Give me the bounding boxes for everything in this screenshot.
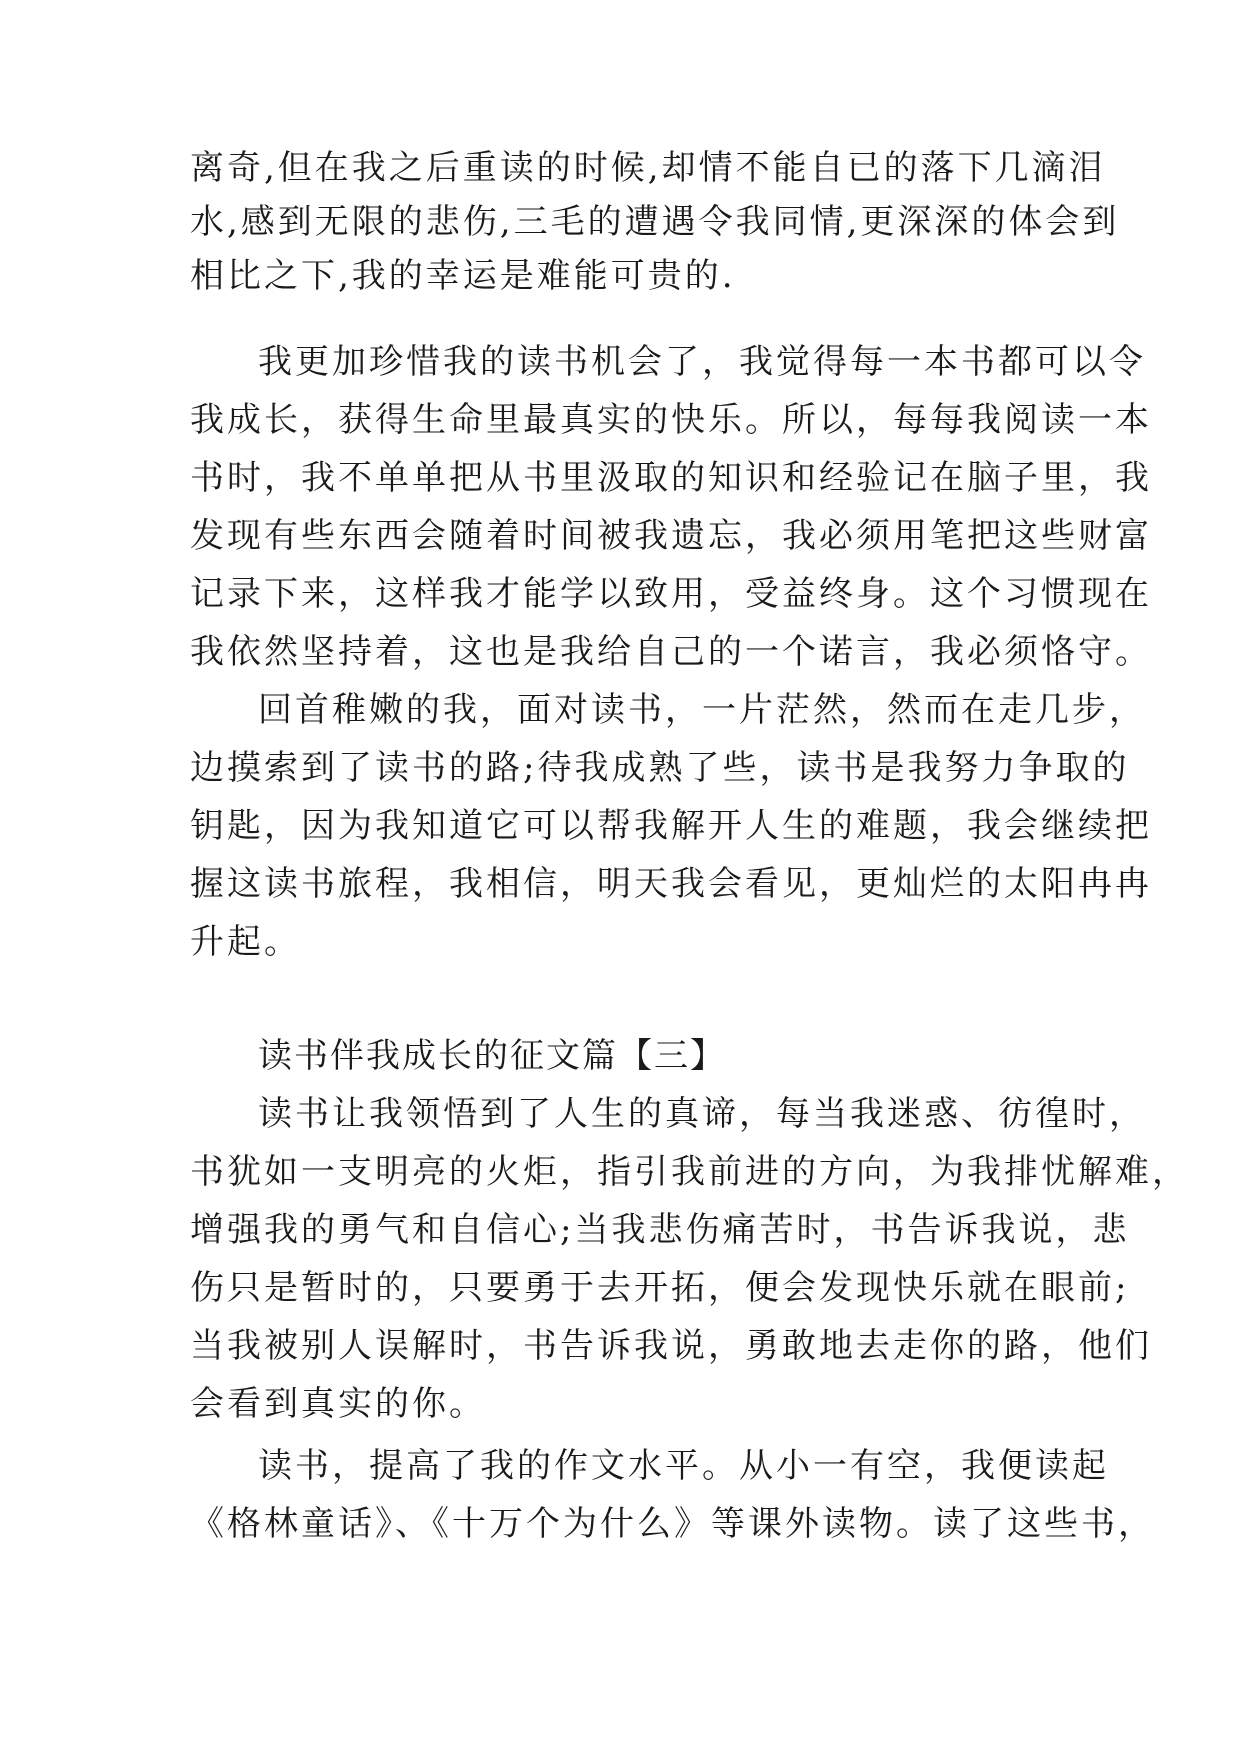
text-line: 会看到真实的你。	[190, 1384, 486, 1424]
text-line: 读书让我领悟到了人生的真谛，每当我迷惑、彷徨时，	[258, 1094, 1146, 1134]
text-line: 水,感到无限的悲伤,三毛的遭遇令我同情,更深深的体会到	[190, 202, 1120, 242]
text-line: 离奇,但在我之后重读的时候,却情不能自已的落下几滴泪	[190, 148, 1106, 188]
text-line: 回首稚嫩的我，面对读书，一片茫然，然而在走几步，	[258, 690, 1146, 730]
text-line: 伤只是暂时的，只要勇于去开拓，便会发现快乐就在眼前;	[190, 1268, 1130, 1308]
text-line: 边摸索到了读书的路;待我成熟了些，读书是我努力争取的	[190, 748, 1130, 788]
text-line: 发现有些东西会随着时间被我遗忘，我必须用笔把这些财富	[190, 516, 1152, 556]
text-line: 增强我的勇气和自信心;当我悲伤痛苦时，书告诉我说，悲	[190, 1210, 1130, 1250]
text-line: 相比之下,我的幸运是难能可贵的.	[190, 256, 736, 296]
text-line: 读书，提高了我的作文水平。从小一有空，我便读起	[258, 1446, 1109, 1486]
section-heading: 读书伴我成长的征文篇【三】	[258, 1036, 726, 1076]
text-line: 钥匙，因为我知道它可以帮我解开人生的难题，我会继续把	[190, 806, 1152, 846]
text-line: 书时，我不单单把从书里汲取的知识和经验记在脑子里，我	[190, 458, 1152, 498]
text-line: 书犹如一支明亮的火炬，指引我前进的方向，为我排忧解难，	[190, 1152, 1189, 1192]
text-line: 我更加珍惜我的读书机会了，我觉得每一本书都可以令	[258, 342, 1146, 382]
text-line: 握这读书旅程，我相信，明天我会看见，更灿烂的太阳冉冉	[190, 864, 1152, 904]
text-line: 《格林童话》、《十万个为什么》等课外读物。读了这些书，	[190, 1504, 1155, 1544]
text-line: 我成长，获得生命里最真实的快乐。所以，每每我阅读一本	[190, 400, 1152, 440]
text-line: 当我被别人误解时，书告诉我说，勇敢地去走你的路，他们	[190, 1326, 1152, 1366]
text-line: 记录下来，这样我才能学以致用，受益终身。这个习惯现在	[190, 574, 1152, 614]
text-line: 我依然坚持着，这也是我给自己的一个诺言，我必须恪守。	[190, 632, 1152, 672]
text-line: 升起。	[190, 922, 301, 962]
